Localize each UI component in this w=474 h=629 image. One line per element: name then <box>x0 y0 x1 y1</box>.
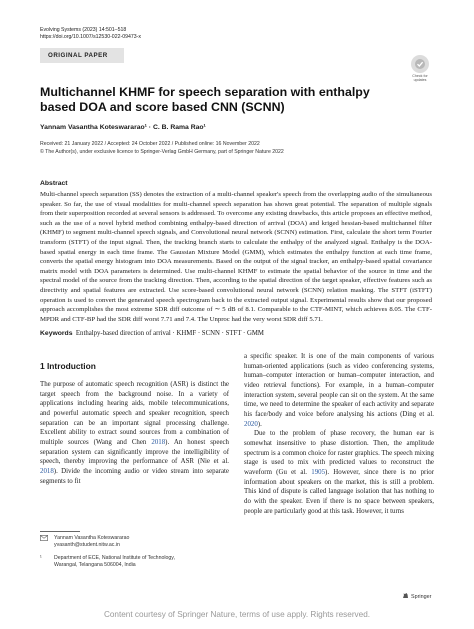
intro-column-right <box>244 352 434 516</box>
intro-paragraph-1: The purpose of automatic speech recognition (ASR) is distinct the target speech from the background noise. In a variety of applications including hearing aids, mobile telecommunications, and powerful automatic speech and speaker recognition, speech separation can be an important signal processing challenge. Excellent ability to extract sound sources from a combination of multiple sources (Wang and Chen 2018). An honest speech separation system can significantly improve the intelligibility of speech, thereby improving the performance of ASR (Nie et al. 2018). Divide the incoming audio or video stream into separate segments to fit <box>40 381 230 485</box>
citation-link[interactable]: 2018 <box>151 438 166 446</box>
article-type-label: ORIGINAL PAPER <box>40 48 124 63</box>
citation-link[interactable]: 2020 <box>244 420 258 428</box>
article-title: Multichannel KHMF for speech separation with enthalpy based DOA and score based CNN (SCNN) <box>40 85 370 114</box>
corresponding-author <box>40 535 230 549</box>
footnotes <box>40 535 230 575</box>
author-list[interactable]: Yannam Vasantha Koteswararao¹ · C. B. Rama Rao¹ <box>40 124 206 131</box>
springer-horse-icon <box>402 592 409 601</box>
footnote-divider <box>40 531 80 532</box>
keywords <box>40 330 264 337</box>
abstract-text: Multi-channel speech separation (SS) denotes the extraction of a multi-channel speaker's speech from the overlapping audio of the simultaneous speaker. So far, the use of visual modalities for multi-channel speech separation has shown great potential. The separation of multiple signals from their superposition recorded at several sensors is addressed. To overcome any existing drawbacks, this article proposes an effective method, such as the use of a novel hybrid method combining enthalpy-based direction of arrival (DOA) and kriged hessian-based multichannel filter (KHMF) to segment multi-channel speech signals, and Convolutional neural network (SCNN) estimation. First, calculate the short term Fourier transform (STFT) of the input signal. Then, the tracking branch starts to calculate the enthalpy of the analyzed signal. Enthalpy is the DOA-based spatial energy in each time frame. The Gaussian Mixture Model (GMM), which estimates the enthalpy function at each time frame, converts the spatial energy histogram into DOA measurements. Based on the output of the signal tracker, an enthalpy-based spatial covariance matrix model with DOA parameters is determined. Use multi-channel KHMF to estimate the spatial behavior of the source in time and the spectral model of the source from the tracking direction. Then, according to the spatial direction of the target speaker, effective features such as directivity and spatial features are extracted. Use score-based convolutional neural network (SCNN) relation masking. The STFT (iSTFT) operation is used to convert the generated speech spectrogram back to the extracted output signal. Experimental results show that our proposed approach accomplishes the most extreme SDR diff outcome of ∼ 5 dB of 8.1. Comparable to the CTF-MINT, which achieves 8.05. The CTF-MPDR and CTF-BP had the SDR diff worst 7.71 and 7.4. The Unproc had the very worst SDR diff 5.71. <box>40 191 432 323</box>
affiliation <box>40 555 230 569</box>
check-for-updates-badge[interactable] <box>406 55 434 82</box>
journal-info <box>40 27 141 41</box>
badge-text-line2: updates <box>413 78 427 82</box>
intro-column-left <box>40 380 229 486</box>
check-for-updates-icon <box>411 55 429 73</box>
affiliation-line-2: Warangal, Telangana 506004, India <box>54 562 136 568</box>
citation-link[interactable]: 1905 <box>311 468 326 476</box>
courtesy-notice: Content courtesy of Springer Nature, terms of use apply. Rights reserved. <box>103 610 371 619</box>
publication-dates <box>40 140 284 156</box>
copyright-line: © The Author(s), under exclusive licence to Springer-Verlag GmbH Germany, part of Springer Nature 2022 <box>40 149 284 155</box>
keywords-label: Keywords <box>40 330 73 337</box>
affiliation-line-1: Department of ECE, National Institute of Technology, <box>54 555 175 561</box>
envelope-icon <box>40 535 54 549</box>
intro-paragraph-2: a specific speaker. It is one of the main components of various human-oriented applications (such as video conferencing systems, human–computer interaction or human–computer interaction, and video retrieval functions). For example, in a human–computer interaction system, several people can sit on the system. At the same time, we need to determine the speaker of each activity and separate his face/body and voice before analysing his actions (Ding et al. 2020). <box>244 353 434 428</box>
affiliation-mark: ¹ <box>40 555 42 561</box>
journal-line: Evolving Systems (2023) 14:501–518 <box>40 27 127 33</box>
intro-paragraph-3: Due to the problem of phase recovery, the human ear is somewhat insensitive to phase distortion. Then, the amplitude spectrum is a common choice for raster graphics. The speech mixing stage is used to mix with predicted values to reconstruct the waveform (Gu et al. 1905). However, since there is no prior information about speakers on the market, this is still a problem. This kind of dispute is called language isolation that has nothing to do with the speaker. Even if there is no space between speakers, people are particularly good at this task. However, it turns <box>244 430 434 515</box>
contact-name: Yannam Vasantha Koteswararao <box>54 535 130 541</box>
section-heading-introduction: 1 Introduction <box>40 361 96 371</box>
dates-line: Received: 21 January 2022 / Accepted: 24 October 2022 / Published online: 16 November 2022 <box>40 141 260 147</box>
publisher-name: Springer <box>411 593 432 600</box>
keywords-list: Enthalpy-based direction of arrival · KHMF · SCNN · STFT · GMM <box>75 330 264 337</box>
citation-link[interactable]: 2018 <box>40 467 54 475</box>
contact-email[interactable]: yvasanth@student.nitw.ac.in <box>54 542 120 548</box>
doi-link[interactable]: https://doi.org/10.1007/s12530-022-09473-x <box>40 34 141 40</box>
publisher-logo <box>402 592 431 601</box>
abstract-heading: Abstract <box>40 180 68 187</box>
badge-text-line1: Check for <box>412 74 428 78</box>
